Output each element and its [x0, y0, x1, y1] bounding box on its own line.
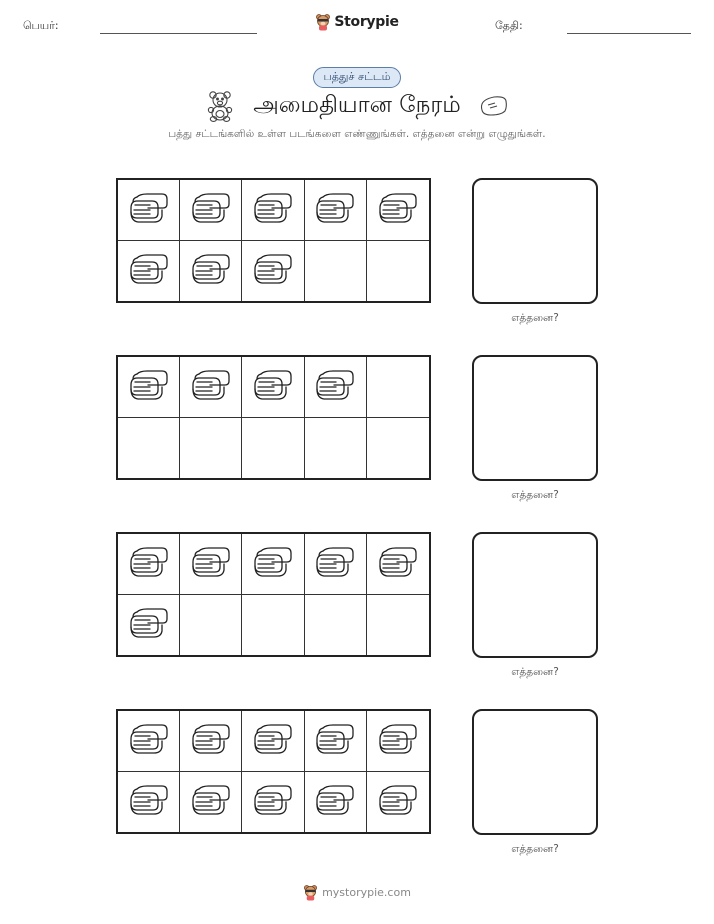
ten-frame-cell	[242, 595, 304, 656]
folded-blanket-icon	[377, 191, 419, 229]
ten-frame-cell	[118, 418, 180, 479]
ten-frame-cell	[118, 711, 180, 772]
footer-url: mystorypie.com	[322, 886, 411, 899]
folded-blanket-icon	[252, 722, 294, 760]
ten-frame-cell	[305, 772, 367, 833]
ten-frame-cell	[180, 418, 242, 479]
answer-prompt: எத்தனை?	[511, 666, 559, 678]
instructions: பத்து சட்டங்களில் உள்ள படங்களை எண்ணுங்கள். எத்தனை என்று எழுதுங்கள்.	[168, 128, 546, 140]
folded-blanket-icon	[314, 545, 356, 583]
answer-box[interactable]	[472, 178, 598, 304]
folded-blanket-icon	[190, 783, 232, 821]
folded-blanket-icon	[314, 783, 356, 821]
folded-blanket-icon	[128, 191, 170, 229]
ten-frame-cell	[180, 241, 242, 302]
folded-blanket-icon	[190, 191, 232, 229]
folded-blanket-icon	[190, 368, 232, 406]
ten-frame	[116, 355, 431, 480]
ten-frame-cell	[180, 595, 242, 656]
answer-prompt: எத்தனை?	[511, 312, 559, 324]
ten-frame-cell	[242, 534, 304, 595]
ten-frame-cell	[180, 357, 242, 418]
pillow-icon	[479, 95, 509, 117]
ten-frame-cell	[242, 241, 304, 302]
folded-blanket-icon	[314, 191, 356, 229]
folded-blanket-icon	[252, 545, 294, 583]
ten-frame-cell	[118, 180, 180, 241]
ten-frame-cell	[305, 241, 367, 302]
ten-frame-cell	[367, 357, 429, 418]
folded-blanket-icon	[314, 722, 356, 760]
ten-frame-cell	[305, 711, 367, 772]
ten-frame-cell	[305, 180, 367, 241]
ten-frame-cell	[180, 711, 242, 772]
name-label: பெயர்:	[23, 19, 59, 32]
folded-blanket-icon	[128, 252, 170, 290]
folded-blanket-icon	[190, 545, 232, 583]
folded-blanket-icon	[128, 545, 170, 583]
folded-blanket-icon	[314, 368, 356, 406]
folded-blanket-icon	[128, 368, 170, 406]
ten-frame-cell	[180, 180, 242, 241]
date-line[interactable]	[567, 33, 691, 34]
ten-frame-cell	[367, 534, 429, 595]
ten-frame-cell	[367, 595, 429, 656]
ten-frame-cell	[242, 180, 304, 241]
ten-frame-cell	[118, 357, 180, 418]
folded-blanket-icon	[377, 722, 419, 760]
folded-blanket-icon	[252, 252, 294, 290]
ten-frame-cell	[367, 711, 429, 772]
answer-box[interactable]	[472, 709, 598, 835]
bear-mascot-icon	[303, 884, 318, 901]
ten-frame-cell	[242, 711, 304, 772]
ten-frame	[116, 178, 431, 303]
ten-frame	[116, 709, 431, 834]
brand-name: Storypie	[334, 14, 399, 30]
folded-blanket-icon	[252, 191, 294, 229]
ten-frame-cell	[242, 418, 304, 479]
folded-blanket-icon	[128, 606, 170, 644]
folded-blanket-icon	[377, 783, 419, 821]
folded-blanket-icon	[377, 545, 419, 583]
topic-badge: பத்துச் சட்டம்	[313, 67, 401, 88]
folded-blanket-icon	[252, 783, 294, 821]
footer	[0, 884, 714, 901]
ten-frame-cell	[367, 418, 429, 479]
ten-frame-cell	[180, 534, 242, 595]
ten-frame-cell	[305, 357, 367, 418]
page-title: அமைதியான நேரம்	[253, 91, 461, 118]
ten-frame-cell	[180, 772, 242, 833]
ten-frame-cell	[118, 772, 180, 833]
ten-frame-cell	[305, 595, 367, 656]
brand-logo	[0, 13, 714, 31]
ten-frame-cell	[118, 595, 180, 656]
ten-frame-cell	[367, 772, 429, 833]
title-row	[0, 88, 714, 124]
folded-blanket-icon	[190, 252, 232, 290]
folded-blanket-icon	[128, 783, 170, 821]
ten-frame-cell	[118, 534, 180, 595]
folded-blanket-icon	[190, 722, 232, 760]
folded-blanket-icon	[128, 722, 170, 760]
answer-prompt: எத்தனை?	[511, 489, 559, 501]
answer-box[interactable]	[472, 532, 598, 658]
teddy-bear-icon	[205, 90, 235, 122]
bear-mascot-icon	[315, 13, 331, 31]
ten-frame-cell	[305, 418, 367, 479]
name-line[interactable]	[100, 33, 257, 34]
ten-frame	[116, 532, 431, 657]
answer-prompt: எத்தனை?	[511, 843, 559, 855]
ten-frame-cell	[367, 241, 429, 302]
answer-box[interactable]	[472, 355, 598, 481]
ten-frame-cell	[118, 241, 180, 302]
date-label: தேதி:	[495, 19, 523, 32]
folded-blanket-icon	[252, 368, 294, 406]
ten-frame-cell	[305, 534, 367, 595]
ten-frame-cell	[242, 357, 304, 418]
ten-frame-cell	[367, 180, 429, 241]
ten-frame-cell	[242, 772, 304, 833]
